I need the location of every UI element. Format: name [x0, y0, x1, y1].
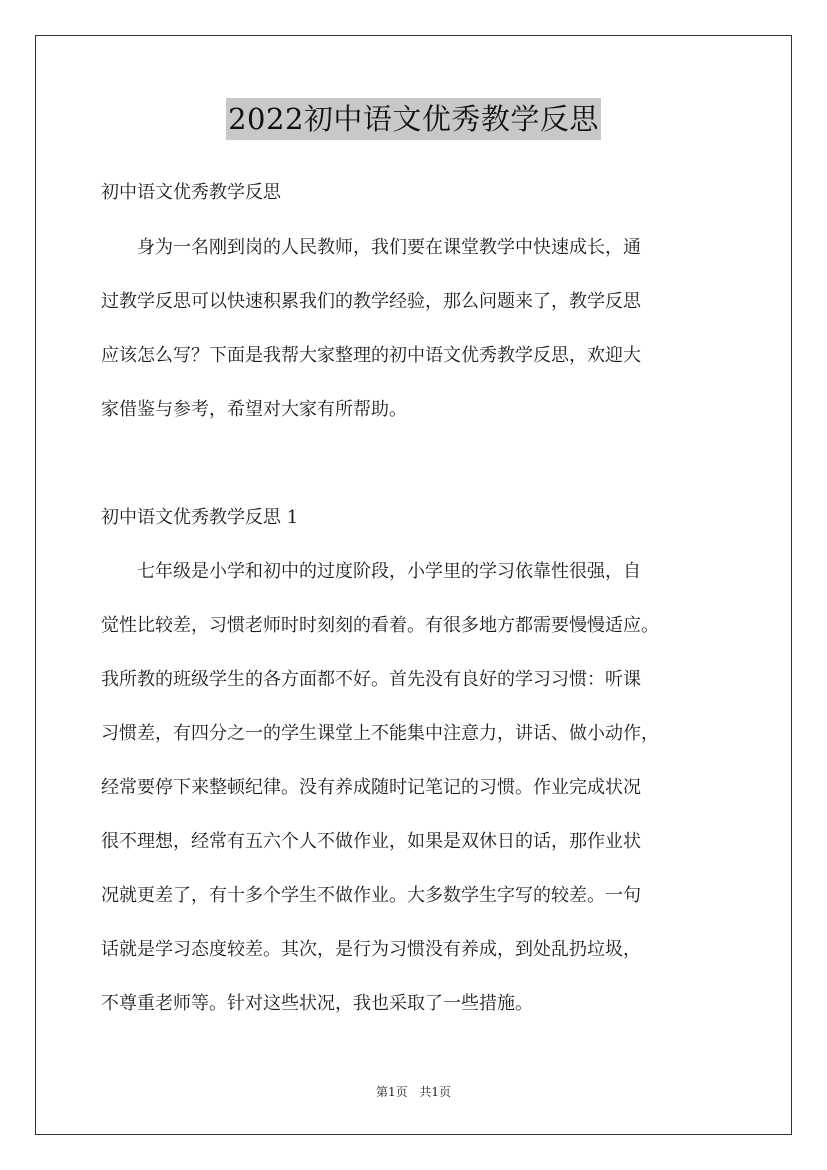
section-line-1: 七年级是小学和初中的过度阶段，小学里的学习依靠性很强，自	[101, 561, 641, 582]
section-line-9: 不尊重老师等。针对这些状况，我也采取了一些措施。	[101, 993, 533, 1014]
page-number: 第1页	[375, 1085, 408, 1099]
document-subtitle: 初中语文优秀教学反思	[101, 182, 281, 203]
intro-line-4: 家借鉴与参考，希望对大家有所帮助。	[101, 399, 407, 420]
section-title: 初中语文优秀教学反思 1	[101, 507, 299, 528]
section-line-4: 习惯差，有四分之一的学生课堂上不能集中注意力，讲话、做小动作，	[101, 723, 659, 744]
section-line-5: 经常要停下来整顿纪律。没有养成随时记笔记的习惯。作业完成状况	[101, 777, 641, 798]
intro-line-2: 过教学反思可以快速积累我们的教学经验，那么问题来了，教学反思	[101, 291, 641, 312]
section-line-6: 很不理想，经常有五六个人不做作业，如果是双休日的话，那作业状	[101, 831, 641, 852]
section-line-8: 话就是学习态度较差。其次，是行为习惯没有养成，到处乱扔垃圾，	[101, 939, 641, 960]
intro-line-1: 身为一名刚到岗的人民教师，我们要在课堂教学中快速成长，通	[101, 237, 641, 258]
page-total: 共1页	[419, 1085, 452, 1099]
intro-line-3: 应该怎么写？下面是我帮大家整理的初中语文优秀教学反思，欢迎大	[101, 345, 641, 366]
section-line-3: 我所教的班级学生的各方面都不好。首先没有良好的学习习惯：听课	[101, 669, 641, 690]
section-line-7: 况就更差了，有十多个学生不做作业。大多数学生字写的较差。一句	[101, 885, 641, 906]
document-title: 2022初中语文优秀教学反思	[226, 98, 601, 140]
page-footer	[0, 1083, 827, 1101]
section-line-2: 觉性比较差，习惯老师时时刻刻的看着。有很多地方都需要慢慢适应。	[101, 615, 659, 636]
title-container	[0, 98, 827, 140]
